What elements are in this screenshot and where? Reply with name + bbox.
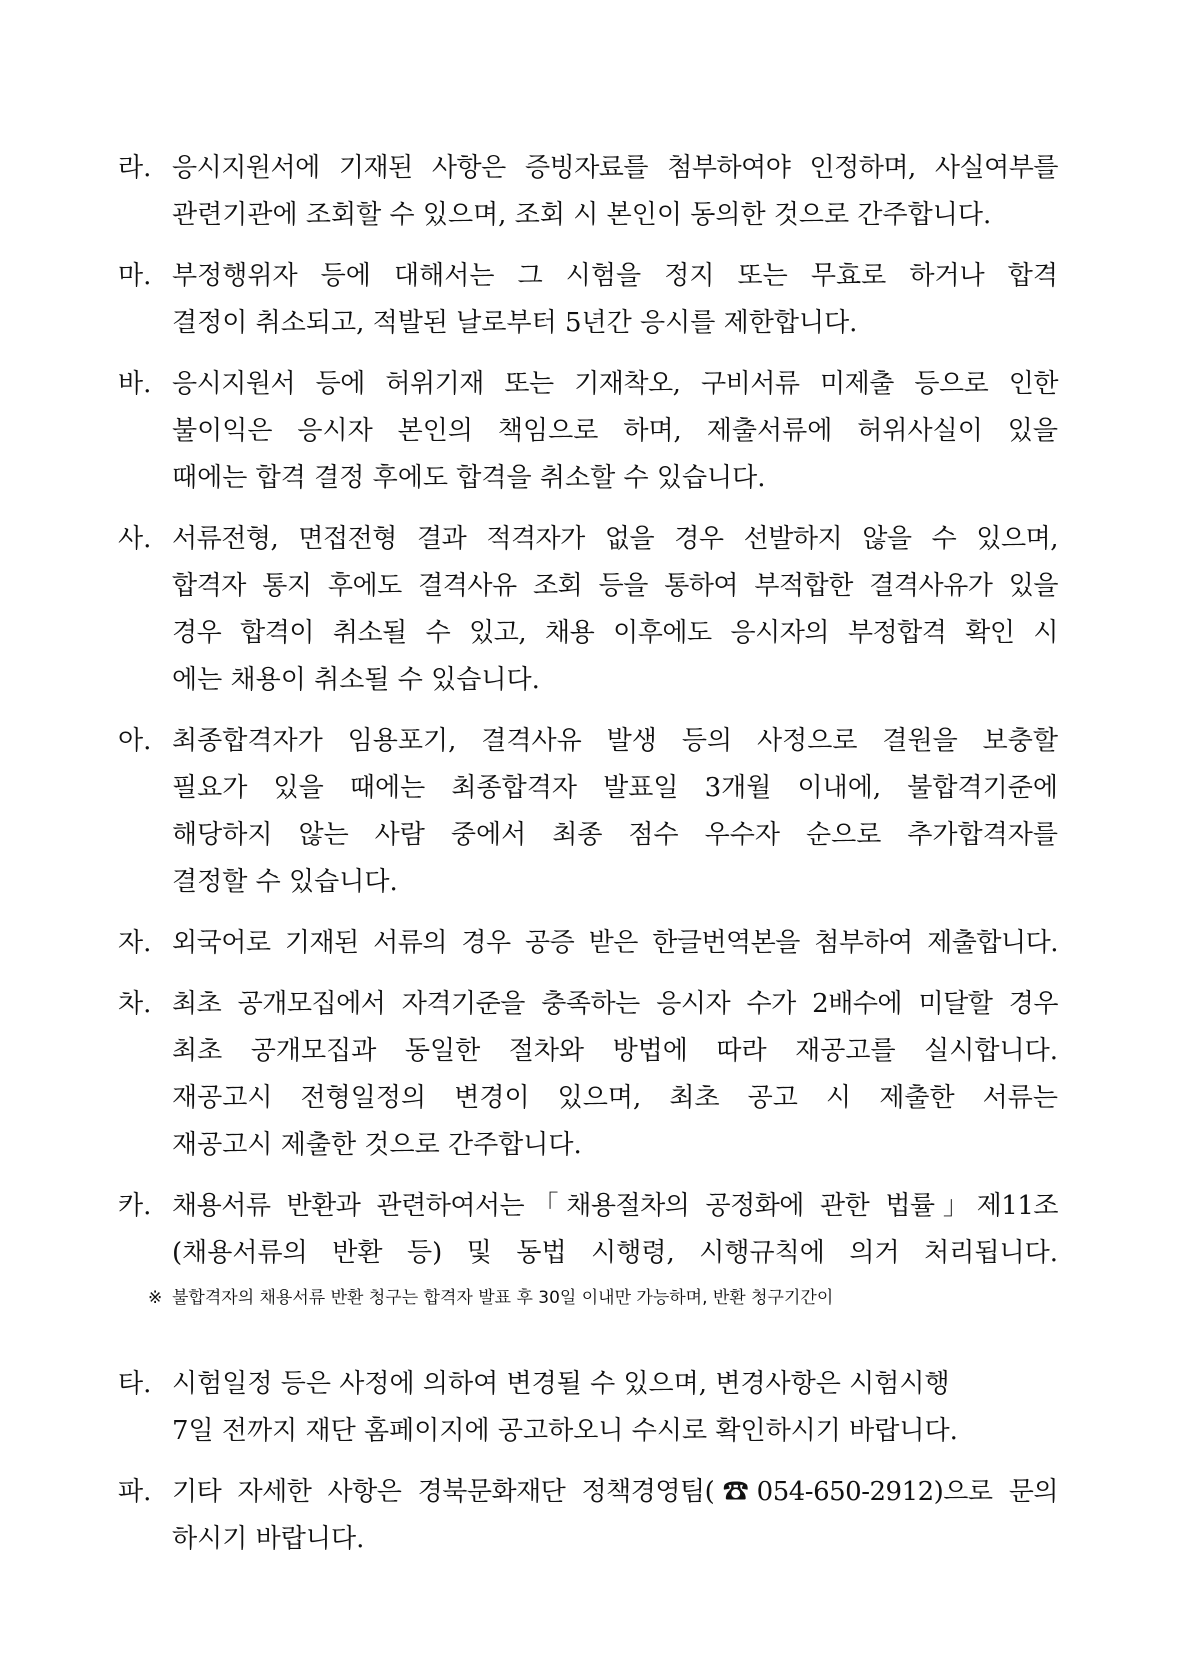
note-mark: ※: [148, 1288, 163, 1308]
item-line: 결정할 수 있습니다.: [172, 867, 398, 897]
item-line: 채용서류 반환과 관련하여서는「채용절차의 공정화에 관한 법률」제11조: [172, 1191, 1058, 1221]
item-line: 관련기관에 조회할 수 있으며, 조회 시 본인이 동의한 것으로 간주합니다.: [172, 200, 992, 230]
item-line: 시험일정 등은 사정에 의하여 변경될 수 있으며, 변경사항은 시험시행: [172, 1369, 950, 1399]
item-line: 경우 합격이 취소될 수 있고, 채용 이후에도 응시자의 부정합격 확인 시: [172, 618, 1058, 648]
item-line: 서류전형, 면접전형 결과 적격자가 없을 경우 선발하지 않을 수 있으며,: [172, 524, 1058, 554]
note: [118, 1283, 1058, 1343]
item-line: 기타 자세한 사항은 경북문화재단 정책경영팀(☎054-650-2912)으로 문의: [172, 1477, 1058, 1507]
item-marker: 자.: [118, 928, 152, 958]
item-line: 해당하지 않는 사람 중에서 최종 점수 우수자 순으로 추가합격자를: [172, 820, 1058, 850]
item-line: 외국어로 기재된 서류의 경우 공증 받은 한글번역본을 첨부하여 제출합니다.: [172, 928, 1058, 958]
item-ka: [118, 1183, 1058, 1277]
item-marker: 사.: [118, 524, 152, 554]
item-line: 최초 공개모집에서 자격기준을 충족하는 응시자 수가 2배수에 미달할 경우: [172, 989, 1058, 1019]
item-marker: 차.: [118, 989, 152, 1019]
item-marker: 바.: [118, 369, 152, 399]
item-line: 최종합격자가 임용포기, 결격사유 발생 등의 사정으로 결원을 보충할: [172, 726, 1058, 756]
item-line: (채용서류의 반환 등) 및 동법 시행령, 시행규칙에 의거 처리됩니다.: [172, 1238, 1058, 1268]
item-ta: [118, 1361, 1058, 1455]
item-sa: [118, 516, 1058, 704]
note-line: 불합격자의 채용서류 반환 청구는 합격자 발표 후 30일 이내만 가능하며, 반환 청구기간이: [172, 1288, 834, 1308]
item-line: 결정이 취소되고, 적발된 날로부터 5년간 응시를 제한합니다.: [172, 308, 858, 338]
item-line: 최초 공개모집과 동일한 절차와 방법에 따라 재공고를 실시합니다.: [172, 1036, 1058, 1066]
document-page: [118, 145, 1058, 1577]
item-marker: 아.: [118, 726, 152, 756]
item-marker: 타.: [118, 1369, 152, 1399]
item-line: 불이익은 응시자 본인의 책임으로 하며, 제출서류에 허위사실이 있을: [172, 416, 1058, 446]
item-cha: [118, 981, 1058, 1169]
item-marker: 파.: [118, 1477, 152, 1507]
item-ba: [118, 361, 1058, 502]
item-line: 응시지원서 등에 허위기재 또는 기재착오, 구비서류 미제출 등으로 인한: [172, 369, 1058, 399]
item-marker: 라.: [118, 153, 152, 183]
item-line: 7일 전까지 재단 홈페이지에 공고하오니 수시로 확인하시기 바랍니다.: [172, 1416, 958, 1446]
item-line: 부정행위자 등에 대해서는 그 시험을 정지 또는 무효로 하거나 합격: [172, 261, 1058, 291]
item-line: 에는 채용이 취소될 수 있습니다.: [172, 665, 540, 695]
item-line: 재공고시 제출한 것으로 간주합니다.: [172, 1130, 582, 1160]
item-line: 재공고시 전형일정의 변경이 있으며, 최초 공고 시 제출한 서류는: [172, 1083, 1058, 1113]
item-line: 필요가 있을 때에는 최종합격자 발표일 3개월 이내에, 불합격기준에: [172, 773, 1058, 803]
item-line: 하시기 바랍니다.: [172, 1524, 365, 1554]
item-a: [118, 718, 1058, 906]
note-line: [172, 1313, 1058, 1343]
item-ja: [118, 920, 1058, 967]
item-marker: 마.: [118, 261, 152, 291]
item-line: 때에는 합격 결정 후에도 합격을 취소할 수 있습니다.: [172, 463, 766, 493]
item-marker: 카.: [118, 1191, 152, 1221]
item-ra: [118, 145, 1058, 239]
item-pa: [118, 1469, 1058, 1563]
item-line: 응시지원서에 기재된 사항은 증빙자료를 첨부하여야 인정하며, 사실여부를: [172, 153, 1058, 183]
item-ma: [118, 253, 1058, 347]
item-line: 합격자 통지 후에도 결격사유 조회 등을 통하여 부적합한 결격사유가 있을: [172, 571, 1058, 601]
